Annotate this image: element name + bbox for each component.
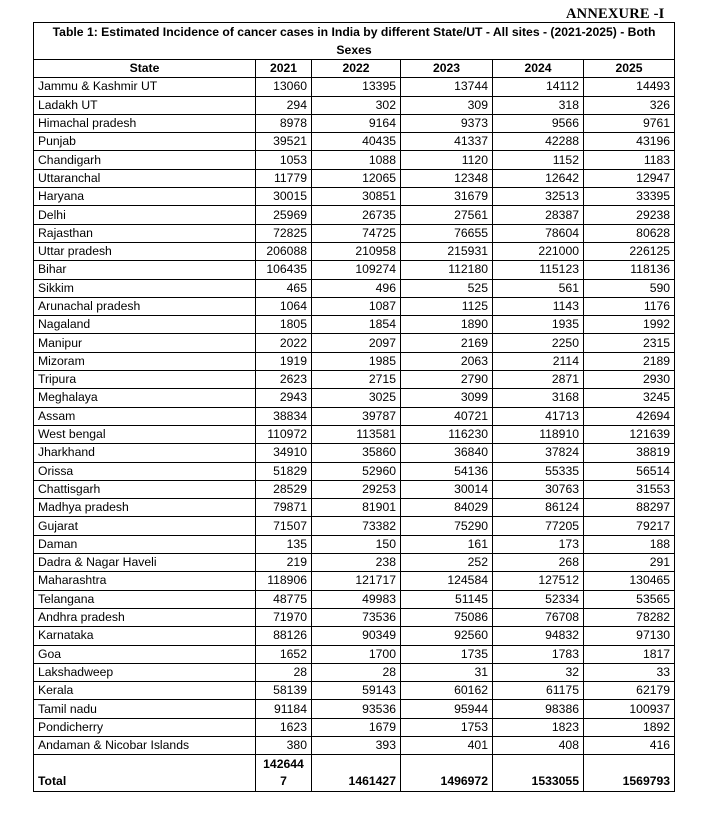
value-cell: 1854 bbox=[312, 316, 401, 334]
value-cell: 30851 bbox=[312, 188, 401, 206]
value-cell: 465 bbox=[256, 279, 312, 297]
table-caption: Table 1: Estimated Incidence of cancer cases in India by different State/UT - All sites - (2021-2025) - Both Sexes bbox=[34, 23, 675, 60]
table-row bbox=[34, 224, 675, 242]
value-cell: 2189 bbox=[584, 352, 675, 370]
value-cell: 1805 bbox=[256, 316, 312, 334]
value-cell: 88297 bbox=[584, 499, 675, 517]
value-cell: 55335 bbox=[493, 462, 584, 480]
value-cell: 219 bbox=[256, 554, 312, 572]
total-2023: 1496972 bbox=[401, 755, 493, 792]
table-row bbox=[34, 535, 675, 553]
table-row bbox=[34, 663, 675, 681]
value-cell: 113581 bbox=[312, 425, 401, 443]
value-cell: 38819 bbox=[584, 444, 675, 462]
state-cell: Daman bbox=[34, 535, 256, 553]
value-cell: 40721 bbox=[401, 407, 493, 425]
value-cell: 1053 bbox=[256, 151, 312, 169]
value-cell: 3099 bbox=[401, 389, 493, 407]
value-cell: 127512 bbox=[493, 572, 584, 590]
value-cell: 77205 bbox=[493, 517, 584, 535]
value-cell: 88126 bbox=[256, 627, 312, 645]
value-cell: 11779 bbox=[256, 169, 312, 187]
state-cell: Maharashtra bbox=[34, 572, 256, 590]
value-cell: 71970 bbox=[256, 608, 312, 626]
state-cell: Bihar bbox=[34, 261, 256, 279]
table-row bbox=[34, 736, 675, 754]
value-cell: 42694 bbox=[584, 407, 675, 425]
value-cell: 1935 bbox=[493, 316, 584, 334]
value-cell: 25969 bbox=[256, 206, 312, 224]
value-cell: 291 bbox=[584, 554, 675, 572]
value-cell: 110972 bbox=[256, 425, 312, 443]
annexure-label: ANNEXURE -I bbox=[566, 6, 665, 22]
state-cell: Andaman & Nicobar Islands bbox=[34, 736, 256, 754]
cancer-incidence-table bbox=[33, 22, 675, 792]
state-cell: Madhya pradesh bbox=[34, 499, 256, 517]
table-row bbox=[34, 169, 675, 187]
value-cell: 238 bbox=[312, 554, 401, 572]
value-cell: 408 bbox=[493, 736, 584, 754]
value-cell: 73536 bbox=[312, 608, 401, 626]
value-cell: 32513 bbox=[493, 188, 584, 206]
value-cell: 1088 bbox=[312, 151, 401, 169]
value-cell: 1623 bbox=[256, 718, 312, 736]
value-cell: 100937 bbox=[584, 700, 675, 718]
value-cell: 106435 bbox=[256, 261, 312, 279]
value-cell: 496 bbox=[312, 279, 401, 297]
table-row bbox=[34, 444, 675, 462]
value-cell: 53565 bbox=[584, 590, 675, 608]
value-cell: 41337 bbox=[401, 133, 493, 151]
state-cell: Jharkhand bbox=[34, 444, 256, 462]
value-cell: 84029 bbox=[401, 499, 493, 517]
value-cell: 318 bbox=[493, 96, 584, 114]
state-cell: Ladakh UT bbox=[34, 96, 256, 114]
value-cell: 1087 bbox=[312, 297, 401, 315]
value-cell: 13395 bbox=[312, 78, 401, 96]
value-cell: 49983 bbox=[312, 590, 401, 608]
value-cell: 28387 bbox=[493, 206, 584, 224]
value-cell: 29253 bbox=[312, 480, 401, 498]
value-cell: 2943 bbox=[256, 389, 312, 407]
state-cell: Telangana bbox=[34, 590, 256, 608]
value-cell: 28 bbox=[312, 663, 401, 681]
table-row bbox=[34, 572, 675, 590]
state-cell: Chattisgarh bbox=[34, 480, 256, 498]
value-cell: 60162 bbox=[401, 682, 493, 700]
state-cell: Manipur bbox=[34, 334, 256, 352]
state-cell: Karnataka bbox=[34, 627, 256, 645]
value-cell: 41713 bbox=[493, 407, 584, 425]
value-cell: 81901 bbox=[312, 499, 401, 517]
value-cell: 54136 bbox=[401, 462, 493, 480]
state-cell: Haryana bbox=[34, 188, 256, 206]
value-cell: 121639 bbox=[584, 425, 675, 443]
table-row bbox=[34, 627, 675, 645]
value-cell: 1125 bbox=[401, 297, 493, 315]
value-cell: 94832 bbox=[493, 627, 584, 645]
value-cell: 78282 bbox=[584, 608, 675, 626]
value-cell: 98386 bbox=[493, 700, 584, 718]
value-cell: 71507 bbox=[256, 517, 312, 535]
table-row bbox=[34, 188, 675, 206]
value-cell: 31679 bbox=[401, 188, 493, 206]
value-cell: 1753 bbox=[401, 718, 493, 736]
table-row bbox=[34, 206, 675, 224]
value-cell: 27561 bbox=[401, 206, 493, 224]
value-cell: 75290 bbox=[401, 517, 493, 535]
table-row bbox=[34, 371, 675, 389]
table-row bbox=[34, 133, 675, 151]
value-cell: 268 bbox=[493, 554, 584, 572]
value-cell: 135 bbox=[256, 535, 312, 553]
value-cell: 35860 bbox=[312, 444, 401, 462]
value-cell: 561 bbox=[493, 279, 584, 297]
table-row bbox=[34, 297, 675, 315]
value-cell: 51145 bbox=[401, 590, 493, 608]
value-cell: 1992 bbox=[584, 316, 675, 334]
value-cell: 118906 bbox=[256, 572, 312, 590]
value-cell: 206088 bbox=[256, 242, 312, 260]
value-cell: 130465 bbox=[584, 572, 675, 590]
value-cell: 30015 bbox=[256, 188, 312, 206]
value-cell: 161 bbox=[401, 535, 493, 553]
value-cell: 14112 bbox=[493, 78, 584, 96]
state-cell: Lakshadweep bbox=[34, 663, 256, 681]
value-cell: 42288 bbox=[493, 133, 584, 151]
value-cell: 86124 bbox=[493, 499, 584, 517]
state-cell: Nagaland bbox=[34, 316, 256, 334]
value-cell: 51829 bbox=[256, 462, 312, 480]
value-cell: 1919 bbox=[256, 352, 312, 370]
state-cell: Sikkim bbox=[34, 279, 256, 297]
total-row bbox=[34, 755, 675, 792]
value-cell: 34910 bbox=[256, 444, 312, 462]
value-cell: 150 bbox=[312, 535, 401, 553]
value-cell: 2169 bbox=[401, 334, 493, 352]
table-row bbox=[34, 718, 675, 736]
value-cell: 74725 bbox=[312, 224, 401, 242]
value-cell: 188 bbox=[584, 535, 675, 553]
state-cell: Orissa bbox=[34, 462, 256, 480]
header-2024: 2024 bbox=[493, 60, 584, 78]
state-cell: Chandigarh bbox=[34, 151, 256, 169]
value-cell: 525 bbox=[401, 279, 493, 297]
value-cell: 12348 bbox=[401, 169, 493, 187]
value-cell: 252 bbox=[401, 554, 493, 572]
header-2022: 2022 bbox=[312, 60, 401, 78]
value-cell: 309 bbox=[401, 96, 493, 114]
table-row bbox=[34, 114, 675, 132]
table-row bbox=[34, 425, 675, 443]
header-2021: 2021 bbox=[256, 60, 312, 78]
state-cell: Dadra & Nagar Haveli bbox=[34, 554, 256, 572]
state-cell: Mizoram bbox=[34, 352, 256, 370]
table-row bbox=[34, 645, 675, 663]
value-cell: 37824 bbox=[493, 444, 584, 462]
value-cell: 43196 bbox=[584, 133, 675, 151]
total-2022: 1461427 bbox=[312, 755, 401, 792]
value-cell: 33 bbox=[584, 663, 675, 681]
value-cell: 210958 bbox=[312, 242, 401, 260]
value-cell: 2063 bbox=[401, 352, 493, 370]
value-cell: 1817 bbox=[584, 645, 675, 663]
value-cell: 2715 bbox=[312, 371, 401, 389]
value-cell: 2930 bbox=[584, 371, 675, 389]
value-cell: 62179 bbox=[584, 682, 675, 700]
table-row bbox=[34, 462, 675, 480]
table-row bbox=[34, 608, 675, 626]
state-cell: Uttaranchal bbox=[34, 169, 256, 187]
value-cell: 221000 bbox=[493, 242, 584, 260]
value-cell: 38834 bbox=[256, 407, 312, 425]
state-cell: Pondicherry bbox=[34, 718, 256, 736]
header-2023: 2023 bbox=[401, 60, 493, 78]
value-cell: 215931 bbox=[401, 242, 493, 260]
value-cell: 326 bbox=[584, 96, 675, 114]
value-cell: 61175 bbox=[493, 682, 584, 700]
header-row bbox=[34, 60, 675, 78]
state-cell: West bengal bbox=[34, 425, 256, 443]
total-label: Total bbox=[34, 755, 256, 792]
value-cell: 12947 bbox=[584, 169, 675, 187]
value-cell: 1143 bbox=[493, 297, 584, 315]
value-cell: 118910 bbox=[493, 425, 584, 443]
value-cell: 36840 bbox=[401, 444, 493, 462]
value-cell: 1985 bbox=[312, 352, 401, 370]
table-row bbox=[34, 700, 675, 718]
value-cell: 2114 bbox=[493, 352, 584, 370]
table-row bbox=[34, 407, 675, 425]
value-cell: 52960 bbox=[312, 462, 401, 480]
table-row bbox=[34, 151, 675, 169]
state-cell: Goa bbox=[34, 645, 256, 663]
value-cell: 31553 bbox=[584, 480, 675, 498]
table-row bbox=[34, 316, 675, 334]
total-2024: 1533055 bbox=[493, 755, 584, 792]
value-cell: 14493 bbox=[584, 78, 675, 96]
value-cell: 1783 bbox=[493, 645, 584, 663]
value-cell: 2022 bbox=[256, 334, 312, 352]
value-cell: 1152 bbox=[493, 151, 584, 169]
state-cell: Assam bbox=[34, 407, 256, 425]
state-cell: Tamil nadu bbox=[34, 700, 256, 718]
value-cell: 32 bbox=[493, 663, 584, 681]
value-cell: 116230 bbox=[401, 425, 493, 443]
value-cell: 1823 bbox=[493, 718, 584, 736]
header-2025: 2025 bbox=[584, 60, 675, 78]
table-row bbox=[34, 78, 675, 96]
value-cell: 1120 bbox=[401, 151, 493, 169]
value-cell: 9164 bbox=[312, 114, 401, 132]
value-cell: 39787 bbox=[312, 407, 401, 425]
value-cell: 29238 bbox=[584, 206, 675, 224]
value-cell: 112180 bbox=[401, 261, 493, 279]
value-cell: 39521 bbox=[256, 133, 312, 151]
state-cell: Rajasthan bbox=[34, 224, 256, 242]
table-row bbox=[34, 554, 675, 572]
value-cell: 92560 bbox=[401, 627, 493, 645]
value-cell: 115123 bbox=[493, 261, 584, 279]
table-row bbox=[34, 261, 675, 279]
value-cell: 2790 bbox=[401, 371, 493, 389]
state-cell: Arunachal pradesh bbox=[34, 297, 256, 315]
value-cell: 28 bbox=[256, 663, 312, 681]
table-row bbox=[34, 242, 675, 260]
value-cell: 1892 bbox=[584, 718, 675, 736]
value-cell: 95944 bbox=[401, 700, 493, 718]
value-cell: 1735 bbox=[401, 645, 493, 663]
value-cell: 13060 bbox=[256, 78, 312, 96]
value-cell: 124584 bbox=[401, 572, 493, 590]
total-2021: 1426447 bbox=[256, 755, 312, 792]
state-cell: Delhi bbox=[34, 206, 256, 224]
state-cell: Jammu & Kashmir UT bbox=[34, 78, 256, 96]
value-cell: 9566 bbox=[493, 114, 584, 132]
table-row bbox=[34, 682, 675, 700]
value-cell: 31 bbox=[401, 663, 493, 681]
value-cell: 97130 bbox=[584, 627, 675, 645]
state-cell: Gujarat bbox=[34, 517, 256, 535]
table-row bbox=[34, 480, 675, 498]
state-cell: Tripura bbox=[34, 371, 256, 389]
value-cell: 393 bbox=[312, 736, 401, 754]
table-row bbox=[34, 590, 675, 608]
table-row bbox=[34, 352, 675, 370]
state-cell: Uttar pradesh bbox=[34, 242, 256, 260]
value-cell: 73382 bbox=[312, 517, 401, 535]
value-cell: 13744 bbox=[401, 78, 493, 96]
value-cell: 2097 bbox=[312, 334, 401, 352]
value-cell: 2315 bbox=[584, 334, 675, 352]
value-cell: 1183 bbox=[584, 151, 675, 169]
value-cell: 58139 bbox=[256, 682, 312, 700]
value-cell: 3025 bbox=[312, 389, 401, 407]
value-cell: 30014 bbox=[401, 480, 493, 498]
value-cell: 3168 bbox=[493, 389, 584, 407]
table-row bbox=[34, 334, 675, 352]
value-cell: 118136 bbox=[584, 261, 675, 279]
value-cell: 1176 bbox=[584, 297, 675, 315]
value-cell: 33395 bbox=[584, 188, 675, 206]
state-cell: Meghalaya bbox=[34, 389, 256, 407]
value-cell: 52334 bbox=[493, 590, 584, 608]
value-cell: 79217 bbox=[584, 517, 675, 535]
table-row bbox=[34, 499, 675, 517]
value-cell: 2250 bbox=[493, 334, 584, 352]
value-cell: 2871 bbox=[493, 371, 584, 389]
value-cell: 121717 bbox=[312, 572, 401, 590]
value-cell: 9761 bbox=[584, 114, 675, 132]
value-cell: 1679 bbox=[312, 718, 401, 736]
value-cell: 9373 bbox=[401, 114, 493, 132]
value-cell: 380 bbox=[256, 736, 312, 754]
value-cell: 109274 bbox=[312, 261, 401, 279]
table-row bbox=[34, 389, 675, 407]
value-cell: 75086 bbox=[401, 608, 493, 626]
header-state: State bbox=[34, 60, 256, 78]
value-cell: 76655 bbox=[401, 224, 493, 242]
value-cell: 12065 bbox=[312, 169, 401, 187]
value-cell: 40435 bbox=[312, 133, 401, 151]
value-cell: 72825 bbox=[256, 224, 312, 242]
value-cell: 1890 bbox=[401, 316, 493, 334]
value-cell: 93536 bbox=[312, 700, 401, 718]
state-cell: Punjab bbox=[34, 133, 256, 151]
caption-row bbox=[34, 23, 675, 60]
value-cell: 1064 bbox=[256, 297, 312, 315]
value-cell: 1700 bbox=[312, 645, 401, 663]
value-cell: 79871 bbox=[256, 499, 312, 517]
value-cell: 78604 bbox=[493, 224, 584, 242]
value-cell: 416 bbox=[584, 736, 675, 754]
value-cell: 30763 bbox=[493, 480, 584, 498]
value-cell: 226125 bbox=[584, 242, 675, 260]
value-cell: 1652 bbox=[256, 645, 312, 663]
value-cell: 12642 bbox=[493, 169, 584, 187]
state-cell: Himachal pradesh bbox=[34, 114, 256, 132]
value-cell: 8978 bbox=[256, 114, 312, 132]
table-row bbox=[34, 517, 675, 535]
state-cell: Kerala bbox=[34, 682, 256, 700]
value-cell: 590 bbox=[584, 279, 675, 297]
value-cell: 80628 bbox=[584, 224, 675, 242]
value-cell: 90349 bbox=[312, 627, 401, 645]
value-cell: 294 bbox=[256, 96, 312, 114]
value-cell: 48775 bbox=[256, 590, 312, 608]
total-2025: 1569793 bbox=[584, 755, 675, 792]
value-cell: 76708 bbox=[493, 608, 584, 626]
value-cell: 3245 bbox=[584, 389, 675, 407]
value-cell: 28529 bbox=[256, 480, 312, 498]
value-cell: 26735 bbox=[312, 206, 401, 224]
value-cell: 401 bbox=[401, 736, 493, 754]
table-row bbox=[34, 96, 675, 114]
value-cell: 59143 bbox=[312, 682, 401, 700]
value-cell: 2623 bbox=[256, 371, 312, 389]
value-cell: 91184 bbox=[256, 700, 312, 718]
value-cell: 173 bbox=[493, 535, 584, 553]
value-cell: 302 bbox=[312, 96, 401, 114]
value-cell: 56514 bbox=[584, 462, 675, 480]
table-row bbox=[34, 279, 675, 297]
state-cell: Andhra pradesh bbox=[34, 608, 256, 626]
